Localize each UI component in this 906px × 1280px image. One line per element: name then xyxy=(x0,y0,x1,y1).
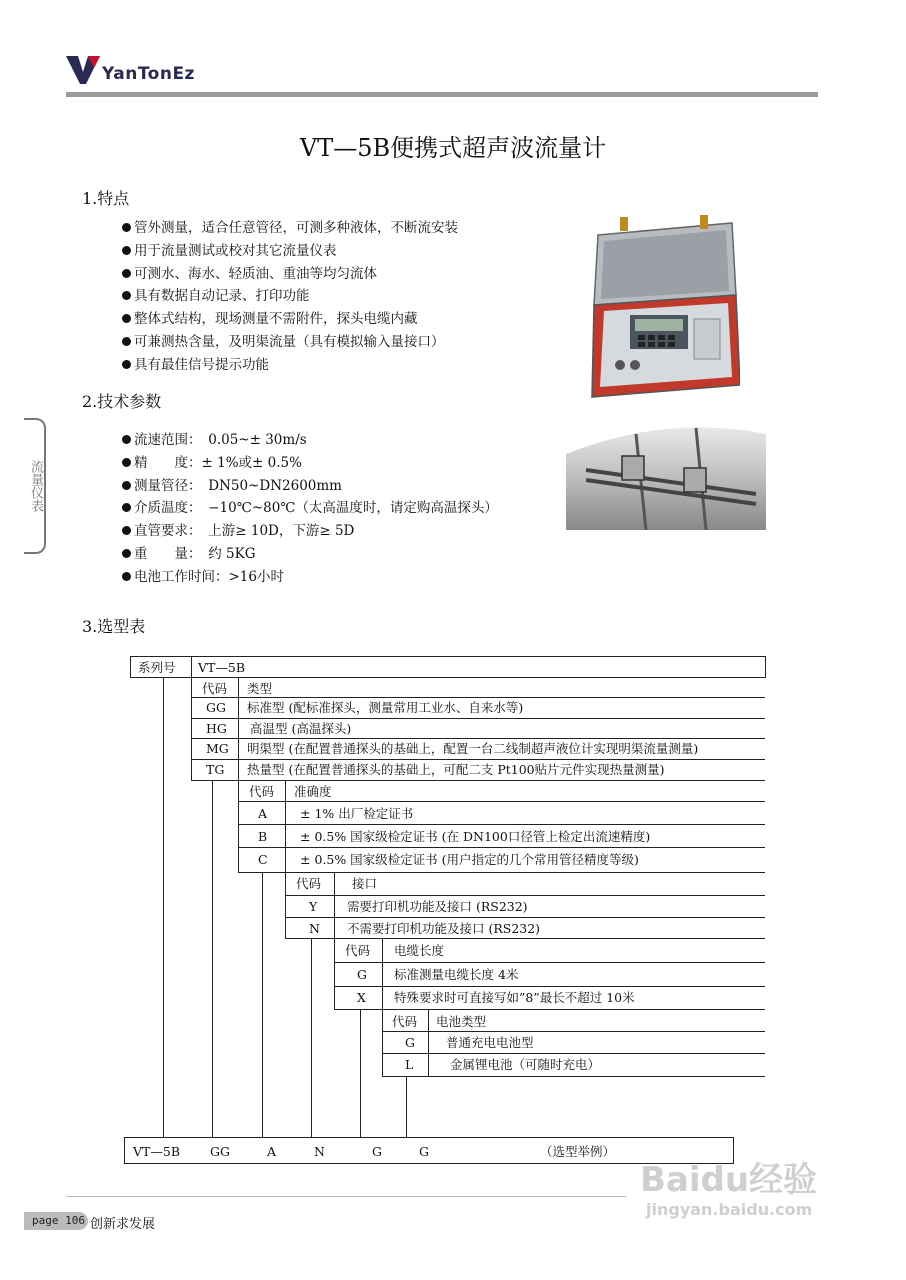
table-cell: 不需要打印机功能及接口 (RS232) xyxy=(347,921,541,936)
table-cell: A xyxy=(258,806,268,821)
series-label: 系列号 xyxy=(138,660,176,675)
table-cell: 热量型 (在配置普通探头的基础上，可配二支 Pt100贴片元件实现热量测量) xyxy=(247,762,665,777)
list-item: 可测水、海水、轻质油、重油等均匀流体 xyxy=(122,263,458,286)
list-item: 电池工作时间：>16小时 xyxy=(122,566,498,589)
list-item: 具有数据自动记录、打印功能 xyxy=(122,285,458,308)
table-cell: 需要打印机功能及接口 (RS232) xyxy=(347,899,528,914)
battery-code-header: 代码 xyxy=(392,1014,418,1029)
table-cell: HG xyxy=(206,721,227,736)
page-title: VT—5B便携式超声波流量计 xyxy=(299,134,607,162)
cable-code-header: 代码 xyxy=(345,943,371,958)
table-cell: G xyxy=(357,967,367,982)
example-battery: G xyxy=(419,1144,429,1159)
logo-text: YanTonEz xyxy=(102,64,195,84)
table-cell: B xyxy=(258,829,268,844)
table-cell: C xyxy=(258,852,268,867)
example-type: GG xyxy=(210,1144,230,1159)
list-item: 直管要求： 上游≥ 10D，下游≥ 5D xyxy=(122,520,498,543)
table-cell: 金属锂电池（可随时充电） xyxy=(450,1057,601,1072)
accuracy-code-header: 代码 xyxy=(249,784,275,799)
selection-heading: 3.选型表 xyxy=(82,617,146,636)
table-cell: L xyxy=(405,1057,414,1072)
list-item: 介质温度： −10℃~80℃（太高温度时，请定购高温探头） xyxy=(122,497,498,520)
specs-heading: 2.技术参数 xyxy=(82,392,162,411)
example-interface: N xyxy=(314,1144,325,1159)
footer-slogan: 创新求发展 xyxy=(90,1217,156,1232)
list-item: 流速范围： 0.05~± 30m/s xyxy=(122,429,498,452)
list-item: 具有最佳信号提示功能 xyxy=(122,354,458,377)
footer-divider xyxy=(66,1196,626,1197)
type-code-header: 代码 xyxy=(202,681,228,696)
table-cell: ± 0.5% 国家级检定证书 (在 DN100口径管上检定出流速精度) xyxy=(300,829,651,844)
table-cell: G xyxy=(405,1035,415,1050)
table-cell: ± 0.5% 国家级检定证书 (用户指定的几个常用管径精度等级) xyxy=(300,852,639,867)
watermark xyxy=(640,1160,817,1219)
interface-name-header: 接口 xyxy=(352,876,378,891)
table-cell: 普通充电电池型 xyxy=(446,1035,534,1050)
table-cell: 标准测量电缆长度 4米 xyxy=(394,967,519,982)
example-note: （选型举例） xyxy=(540,1144,616,1159)
table-cell: 特殊要求时可直接写如”8”最长不超过 10米 xyxy=(394,990,635,1005)
accuracy-name-header: 准确度 xyxy=(294,784,332,799)
example-cable: G xyxy=(372,1144,382,1159)
list-item: 测量管径： DN50~DN2600mm xyxy=(122,475,498,498)
page-number: page 106 xyxy=(24,1212,88,1230)
example-series: VT—5B xyxy=(133,1144,181,1159)
watermark-url: jingyan.baidu.com xyxy=(646,1200,813,1219)
table-cell: ± 1% 出厂检定证书 xyxy=(300,806,414,821)
table-cell: Y xyxy=(309,899,318,914)
table-cell: X xyxy=(357,990,366,1005)
table-cell: MG xyxy=(206,741,229,756)
list-item: 可兼测热含量，及明渠流量（具有模拟输入量接口） xyxy=(122,331,458,354)
features-heading: 1.特点 xyxy=(82,189,130,208)
interface-code-header: 代码 xyxy=(296,876,322,891)
example-accuracy: A xyxy=(267,1144,277,1159)
list-item: 管外测量，适合任意管径，可测多种液体，不断流安装 xyxy=(122,217,458,240)
cable-name-header: 电缆长度 xyxy=(394,943,445,958)
table-cell: 明渠型 (在配置普通探头的基础上，配置一台二线制超声液位计实现明渠流量测量) xyxy=(247,741,699,756)
list-item: 重 量： 约 5KG xyxy=(122,543,498,566)
table-cell: 高温型 (高温探头) xyxy=(250,721,352,736)
battery-name-header: 电池类型 xyxy=(436,1014,487,1029)
table-cell: TG xyxy=(206,762,225,777)
side-tab: 流量仪表 xyxy=(24,418,46,554)
type-name-header: 类型 xyxy=(247,681,273,696)
table-cell: GG xyxy=(206,700,226,715)
watermark-brand: Baidu经验 xyxy=(640,1160,818,1200)
list-item: 精 度：± 1%或± 0.5% xyxy=(122,452,498,475)
table-cell: 标准型 (配标准探头，测量常用工业水、自来水等) xyxy=(247,700,524,715)
table-cell: N xyxy=(309,921,320,936)
list-item: 整体式结构，现场测量不需附件，探头电缆内藏 xyxy=(122,308,458,331)
list-item: 用于流量测试或校对其它流量仪表 xyxy=(122,240,458,263)
series-value: VT—5B xyxy=(198,660,246,675)
